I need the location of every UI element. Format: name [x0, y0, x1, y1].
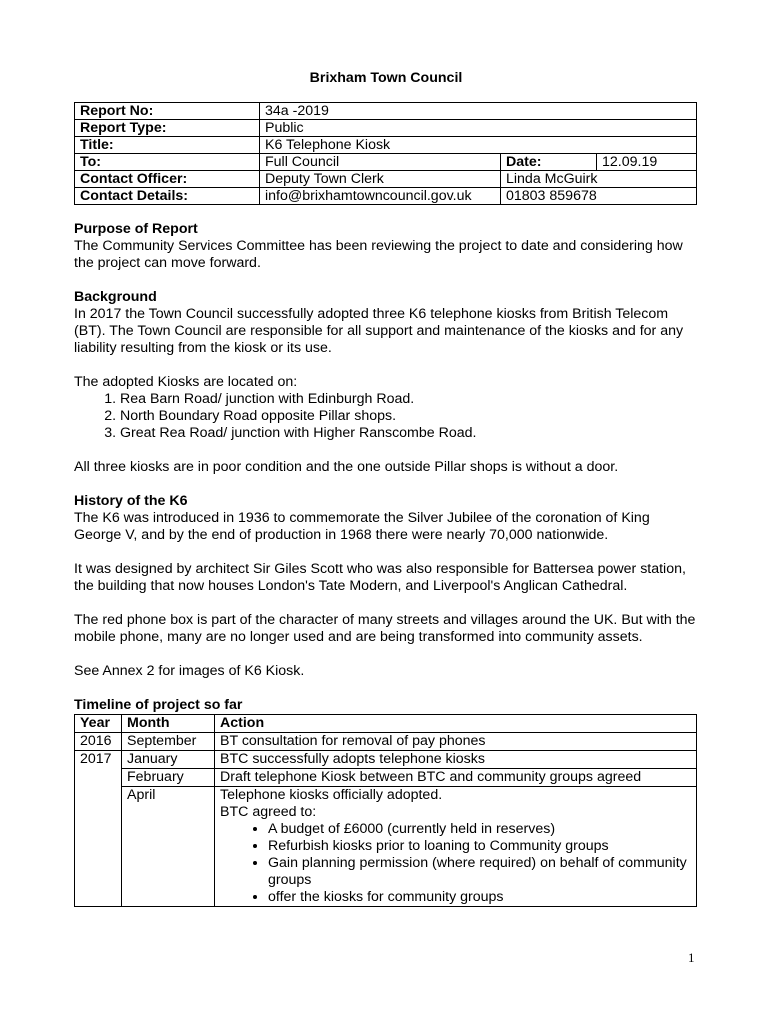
location-item: 1. Rea Barn Road/ junction with Edinburgh Road.	[120, 391, 698, 408]
meta-row-report-type	[75, 120, 697, 137]
table-row	[75, 733, 697, 751]
report-type-value: Public	[260, 120, 697, 137]
purpose-heading: Purpose of Report	[74, 221, 198, 237]
contact-email[interactable]: info@brixhamtowncouncil.gov.uk	[260, 188, 501, 205]
contact-officer-role: Deputy Town Clerk	[260, 171, 501, 188]
date-value: 12.09.19	[597, 154, 697, 171]
meta-row-to	[75, 154, 697, 171]
action-cell	[215, 787, 697, 907]
background-text: In 2017 the Town Council successfully adopted three K6 telephone kiosks from British Telecom (BT). The Town Council are responsible for all support and maintenance of the kiosks and for any liability resulting from the kiosk or its use.	[74, 306, 684, 356]
col-year-header: Year	[75, 715, 122, 733]
year-cell	[75, 787, 122, 907]
timeline-heading: Timeline of project so far	[74, 697, 243, 713]
document-title: Brixham Town Council	[309, 70, 463, 86]
year-cell: 2016	[75, 733, 122, 751]
purpose-text: The Community Services Committee has been reviewing the project to date and considering how the project can move forward.	[74, 238, 683, 271]
table-row	[75, 787, 697, 907]
month-cell: April	[122, 787, 215, 907]
action-cell: BTC successfully adopts telephone kiosks	[215, 751, 697, 769]
action-line: BTC agreed to:	[220, 804, 317, 820]
history-paragraph-1: The K6 was introduced in 1936 to commemorate the Silver Jubilee of the coronation of King George V, and by the end of production in 1968 there were nearly 70,000 nationwide.	[74, 510, 650, 543]
history-paragraph-3: The red phone box is part of the character of many streets and villages around the UK. But with the mobile phone, many are no longer used and are being transformed into community assets.	[74, 612, 696, 645]
bullet-item: • A budget of £6000 (currently held in reserves)	[268, 821, 691, 838]
annex-reference: See Annex 2 for images of K6 Kiosk.	[74, 663, 305, 679]
bullet-item: • Gain planning permission (where required) on behalf of community groups	[268, 855, 691, 889]
date-label: Date:	[501, 154, 597, 171]
contact-officer-name: Linda McGuirk	[501, 171, 697, 188]
month-cell: February	[122, 769, 215, 787]
report-type-label: Report Type:	[75, 120, 260, 137]
contact-phone: 01803 859678	[501, 188, 697, 205]
title-label: Title:	[75, 137, 260, 154]
location-item: 3. Great Rea Road/ junction with Higher Ranscombe Road.	[120, 425, 698, 442]
bullet-item: • Refurbish kiosks prior to loaning to Community groups	[268, 838, 691, 855]
locations-intro: The adopted Kiosks are located on:	[74, 374, 298, 390]
timeline-table	[74, 714, 697, 907]
timeline-header-row	[75, 715, 697, 733]
col-action-header: Action	[215, 715, 697, 733]
month-cell: January	[122, 751, 215, 769]
history-paragraph-2: It was designed by architect Sir Giles Scott who was also responsible for Battersea power station, the building that now houses London's Tate Modern, and Liverpool's Anglican Cathedral.	[74, 561, 686, 594]
to-label: To:	[75, 154, 260, 171]
location-item: 2. North Boundary Road opposite Pillar shops.	[120, 408, 698, 425]
page-number: 1	[688, 950, 695, 965]
condition-text: All three kiosks are in poor condition and the one outside Pillar shops is without a door.	[74, 459, 619, 475]
background-heading: Background	[74, 289, 157, 305]
locations-list	[74, 391, 698, 442]
action-cell: Draft telephone Kiosk between BTC and community groups agreed	[215, 769, 697, 787]
report-meta-table	[74, 102, 697, 205]
title-value: K6 Telephone Kiosk	[260, 137, 697, 154]
bullet-item: • offer the kiosks for community groups	[268, 889, 691, 906]
report-no-value: 34a -2019	[260, 103, 697, 120]
col-month-header: Month	[122, 715, 215, 733]
history-heading: History of the K6	[74, 493, 188, 509]
year-cell	[75, 769, 122, 787]
table-row	[75, 769, 697, 787]
document-page	[74, 68, 698, 907]
report-no-label: Report No:	[75, 103, 260, 120]
action-line: Telephone kiosks officially adopted.	[220, 787, 443, 803]
month-cell: September	[122, 733, 215, 751]
to-value: Full Council	[260, 154, 501, 171]
meta-row-contact-details	[75, 188, 697, 205]
action-bullets	[220, 821, 691, 906]
year-cell: 2017	[75, 751, 122, 769]
meta-row-title	[75, 137, 697, 154]
contact-details-label: Contact Details:	[75, 188, 260, 205]
meta-row-report-no	[75, 103, 697, 120]
action-cell: BT consultation for removal of pay phones	[215, 733, 697, 751]
table-row	[75, 751, 697, 769]
contact-officer-label: Contact Officer:	[75, 171, 260, 188]
meta-row-contact-officer	[75, 171, 697, 188]
